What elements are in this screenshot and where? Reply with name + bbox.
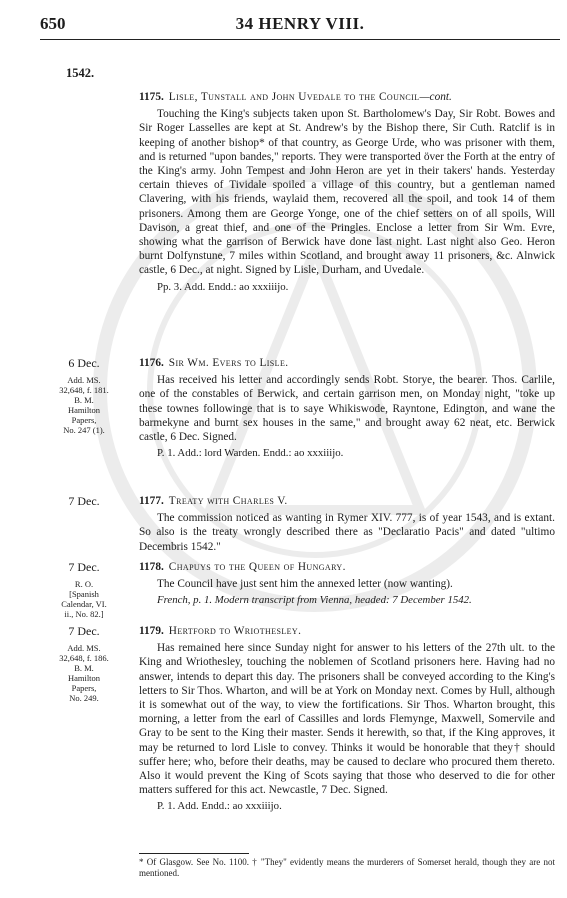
entry-body [139,356,555,460]
entry-body [139,560,555,608]
entry-body [139,90,555,294]
entry-number: 1177. [139,495,164,507]
entry-heading [139,494,555,508]
source-line: Add. MS. [67,375,101,385]
source-line: 32,648, f. 181. [59,385,109,395]
entry-title: Chapuys to the Queen of Hungary. [168,561,346,573]
entry-paragraph: Touching the King's subjects taken upon St. Bartholomew's Day, Sir Robt. Bowes and Sir Roger Lasselles are kept at St. Andrew's by the Bishop there, Sir Cuth. Ratclif is in keeping of another bishop* of that country, as George Urde, who was prisoner with them, and is returned "upon bandes," reports. They were transported över the Forth at the entry of the King's army. John Tempest and John Heron are yet in their takers' hands. Yesterday certain thieves of Tividale spoiled a village of this country, but a gentleman named Clavering, with his friends, waylaid them, recovered all the spoil, and took 14 of them prisoners. Among them are George Yonge, one of the chief setters on of all spoils, Will Davison, a great thief, and one of the Pringles. Enclose a letter from Sir Wm. Evre, showing what the garrison of Berwick have done last night. Last night also Geo. Heron burnt Dolfynstune, 7 miles within Scotland, and brought away 11 prisoners, &c. Alnwick castle, 6 Dec., at night. Signed by Lisle, Durham, and Uvedale. [139,108,555,277]
source-line: Hamilton [67,405,101,415]
entry-heading [139,90,555,104]
entry-endorsement: P. 1. Add.: lord Warden. Endd.: ao xxxiiijo. [157,447,344,460]
page-number: 650 [40,14,66,33]
page-header [40,14,560,38]
footnote-rule [139,853,249,854]
entry-paragraph: Has received his letter and accordingly sends Robt. Storye, the bearer. Thos. Carlile, one of the constables of Berwick, and certain garrison men, on Monday night, "toke up these townes followinge that is to saye Whikiswode, Rayntone, Edington, and wane the barmekyne and burnt sex houses in the same," and brought away 62 neat, etc. Berwick castle, 6 Dec. Signed. [139,374,555,444]
entry-number: 1175. [139,91,164,103]
entry-title: Hertford to Wriothesley. [168,625,302,637]
entry-heading [139,560,555,574]
entry-number: 1178. [139,561,164,573]
running-title: 34 HENRY VIII. [235,14,365,33]
entry-margin [40,624,128,703]
entry-body [139,494,555,554]
entry-body [139,624,555,814]
entry-margin [40,560,128,619]
source-line: Papers, [71,683,97,693]
source-line: Hamilton [67,673,101,683]
source-line: ii., No. 82.] [64,609,104,619]
entry-continued: —cont. [419,91,452,103]
entry-number: 1179. [139,625,164,637]
entry-date: 7 Dec. [68,624,100,638]
entry-date: 7 Dec. [68,560,100,574]
entry-endorsement: French, p. 1. Modern transcript from Vienna, headed: 7 December 1542. [157,594,472,607]
source-line: R. O. [74,579,94,589]
source-line: [Spanish [69,589,99,599]
entry-paragraph: Has remained here since Sunday night for answer to his letters of the 27th ult. to the King and Wriothesley, touching the noblemen of Scotland prisoners here. Having had no answer, intends to depart this day. The prisoners shall be conveyed according to the King's letters to Sir Thos. Wharton, and will be at York on Monday next. Comes by Hull, although it is somewhat out of the way, to view the fortifications. Sir Thos. Wharton brought, this morning, a letter from the earl of Cassilles and lords Flemynge, Maxwell, Somervile and Gray to be sent to the King their master. Sends it herewith, so that, if the King approves, it may be returned to lord Lisle to convey. Thinks it would be honorable that they† should suffer here; who, before their deaths, may be caused to declare who procured them thereto. Also it would prevent the King of Scots saying that those who deserved to die for other matters suffered for this act. Newcastle, 7 Dec. Signed. [139,642,555,797]
source-line: Calendar, VI. [61,599,107,609]
entry-number: 1176. [139,357,164,369]
header-rule [40,39,560,40]
entry-margin [40,494,128,513]
entry-heading [139,356,555,370]
entry-title: Lisle, Tunstall and John Uvedale to the Council [168,91,420,103]
source-line: B. M. [74,395,94,405]
entry-endorsement: P. 1. Add. Endd.: ao xxxiiijo. [157,800,282,813]
entry-date: 6 Dec. [68,356,100,370]
entry-paragraph: The Council have just sent him the annexed letter (now wanting). [157,578,453,591]
entry-heading [139,624,555,638]
entry-endorsement: Pp. 3. Add. Endd.: ao xxxiiijo. [157,280,289,293]
entry-margin [40,356,128,435]
entry-title: Sir Wm. Evers to Lisle. [168,357,289,369]
entry-paragraph: The commission noticed as wanting in Rymer XIV. 777, is of year 1543, and is extant. So also is the treaty wrongly described there as "Declaratio Pacis" and dated "ultimo Decembris 1542." [139,512,555,553]
entry-title: Treaty with Charles V. [168,495,288,507]
source-line: B. M. [74,663,94,673]
source-line: No. 247 (1). [63,425,105,435]
footnote: * Of Glasgow. See No. 1100. † "They" evidently means the murderers of Somerset herald, though they are not mentioned. [139,857,555,878]
source-line: No. 249. [69,693,99,703]
entry-date: 7 Dec. [68,494,100,508]
year-label: 1542. [66,66,95,80]
source-line: Papers, [71,415,97,425]
source-line: 32,648, f. 186. [59,653,109,663]
source-line: Add. MS. [67,643,101,653]
